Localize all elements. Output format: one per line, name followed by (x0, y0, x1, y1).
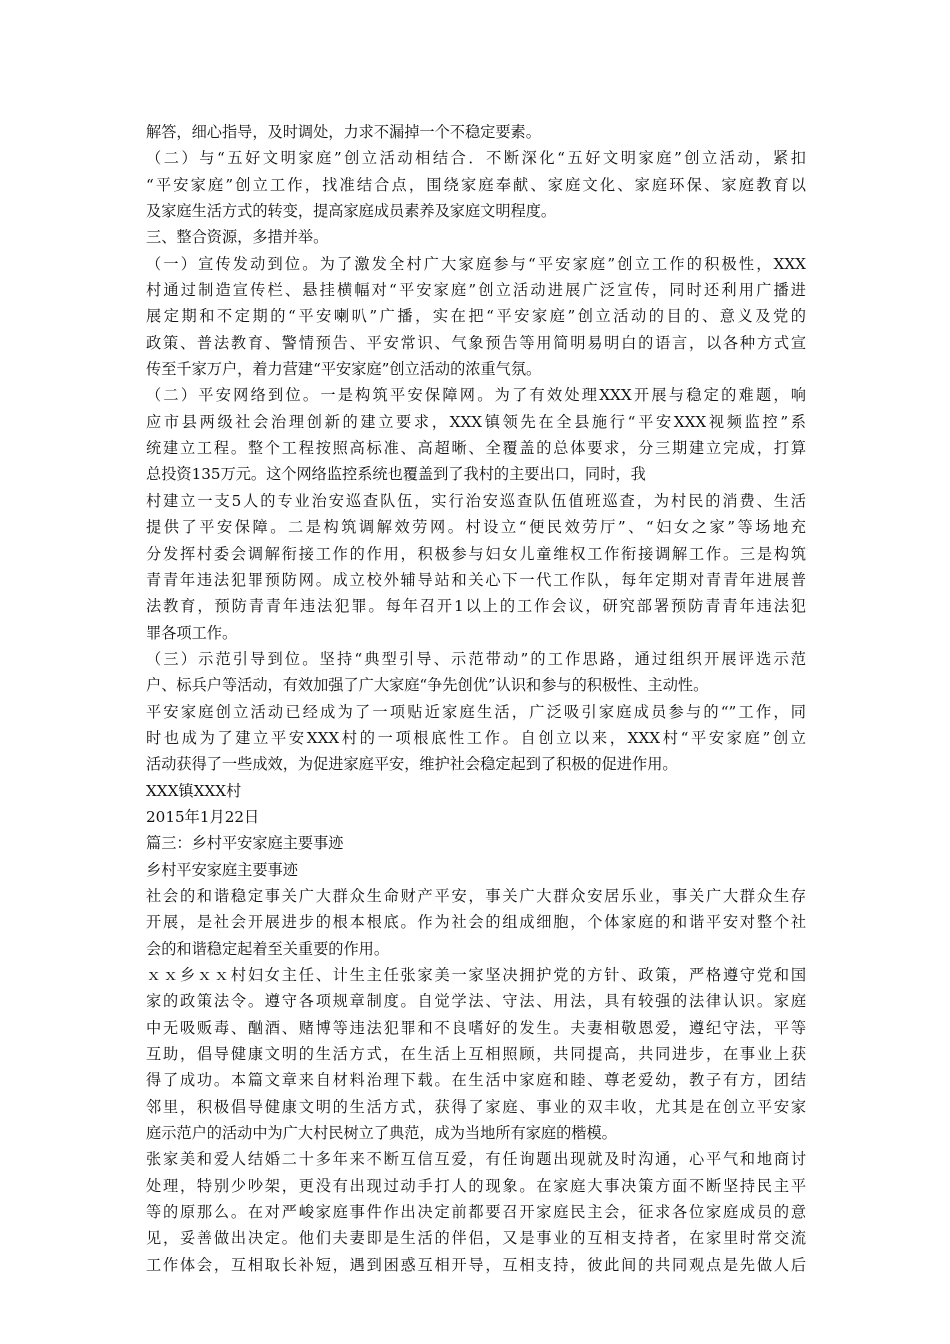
text-line: 解答，细心指导，及时调处，力求不漏掉一个不稳定要素。 (146, 123, 541, 141)
text-line: 庭示范户的活动中为广大村民树立了典范，成为当地所有家庭的楷模。 (146, 1124, 617, 1143)
text-line: 应市县两级社会治理创新的建立要求，XXX镇领先在全县施行“平安XXX视频监控”系 (146, 412, 806, 431)
document-body (146, 119, 806, 1278)
text-line: 户、标兵户等活动，有效加强了广大家庭“争先创优”认识和参与的积极性、主动性。 (146, 676, 709, 695)
text-line: 社会的和谐稳定事关广大群众生命财产平安，事关广大群众安居乐业，事关广大群众生存 (146, 886, 806, 905)
text-line: 见，妥善做出决定。他们夫妻即是生活的伴侣，又是事业的互相支持者，在家里时常交流 (146, 1229, 806, 1248)
text-line: 工作体会，互相取长补短，遇到困惑互相开导，互相支持，彼此间的共同观点是先做人后 (146, 1255, 806, 1274)
text-line: 得了成功。本篇文章来自材料治理下载。在生活中家庭和睦、尊老爱幼，教子有方，团结 (146, 1071, 806, 1090)
text-line: 家的政策法令。遵守各项规章制度。自觉学法、守法、用法，具有较强的法律认识。家庭 (146, 992, 806, 1011)
text-line: 互助，倡导健康文明的生活方式，在生活上互相照顾，共同提高，共同进步，在事业上获 (146, 1045, 806, 1064)
text-line: 开展，是社会开展进步的根本根底。作为社会的组成细胞，个体家庭的和谐平安对整个社 (146, 913, 806, 932)
text-line: 统建立工程。整个工程按照高标准、高超晰、全覆盖的总体要求，分三期建立完成，打算 (146, 439, 806, 458)
text-line: 提供了平安保障。二是构筑调解效劳网。村设立“便民效劳厅”、“妇女之家”等场地充 (146, 518, 806, 537)
text-line: 2015年1月22日 (146, 807, 260, 826)
text-line: （三）示范引导到位。坚持“典型引导、示范带动”的工作思路，通过组织开展评选示范 (146, 649, 806, 668)
text-line: 乡村平安家庭主要事迹 (146, 860, 298, 879)
text-line: 村建立一支5人的专业治安巡查队伍，实行治安巡查队伍值班巡查，为村民的消费、生活 (146, 491, 806, 510)
text-line: 总投资135万元。这个网络监控系统也覆盖到了我村的主要出口，同时，我 (146, 465, 646, 484)
text-line: 三、整合资源，多措并举。 (146, 228, 329, 247)
text-line: “平安家庭”创立工作，找准结合点，围绕家庭奉献、家庭文化、家庭环保、家庭教育以 (146, 175, 806, 194)
text-line: 等的原那么。在对严峻家庭事件作出决定前都要召开家庭民主会，征求各位家庭成员的意 (146, 1203, 806, 1222)
text-line: 法教育，预防青青年违法犯罪。每年召开1以上的工作会议，研究部署预防青青年违法犯 (146, 597, 806, 616)
text-line: 邻里，积极倡导健康文明的生活方式，获得了家庭、事业的双丰收，尤其是在创立平安家 (146, 1097, 806, 1116)
text-line: 中无吸贩毒、酗酒、赌博等违法犯罪和不良嗜好的发生。夫妻相敬恩爱，遵纪守法，平等 (146, 1018, 806, 1037)
text-line: XXX镇XXX村 (146, 781, 242, 800)
text-line: ｘｘ乡ｘｘ村妇女主任、计生主任张家美一家坚决拥护党的方针、政策，严格遵守党和国 (146, 966, 806, 984)
text-line: （一）宣传发动到位。为了激发全村广大家庭参与“平安家庭”创立工作的积极性，XXX (146, 254, 806, 273)
text-line: 平安家庭创立活动已经成为了一项贴近家庭生活，广泛吸引家庭成员参与的“”工作，同 (146, 702, 806, 721)
text-line: 村通过制造宣传栏、悬挂横幅对“平安家庭”创立活动进展广泛宣传，同时还利用广播进 (146, 281, 806, 300)
text-line: （二）与“五好文明家庭”创立活动相结合．不断深化“五好文明家庭”创立活动，紧扣 (146, 149, 806, 168)
text-line: 传至千家万户，着力营建“平安家庭”创立活动的浓重气氛。 (146, 360, 542, 379)
text-line: 时也成为了建立平安XXX村的一项根底性工作。自创立以来，XXX村“平安家庭”创立 (146, 728, 806, 747)
text-line: 及家庭生活方式的转变，提高家庭成员素养及家庭文明程度。 (146, 202, 557, 221)
text-line: 展定期和不定期的“平安喇叭”广播，实在把“平安家庭”创立活动的目的、意义及党的 (146, 307, 806, 326)
text-line: 活动获得了一些成效，为促进家庭平安，维护社会稳定起到了积极的促进作用。 (146, 755, 678, 774)
text-line: （二）平安网络到位。一是构筑平安保障网。为了有效处理XXX开展与稳定的难题，响 (146, 386, 806, 405)
text-line: 分发挥村委会调解衔接工作的作用，积极参与妇女儿童维权工作衔接调解工作。三是构筑 (146, 544, 806, 563)
text-line: 会的和谐稳定起着至关重要的作用。 (146, 939, 389, 958)
text-line: 政策、普法教育、警情预告、平安常识、气象预告等用简明易明白的语言，以各种方式宣 (146, 333, 806, 352)
text-line: 罪各项工作。 (146, 623, 238, 642)
text-line: 张家美和爱人结婚二十多年来不断互信互爱，有任询题出现就及时沟通，心平气和地商讨 (146, 1150, 806, 1169)
text-line: 青青年违法犯罪预防网。成立校外辅导站和关心下一代工作队，每年定期对青青年进展普 (146, 570, 806, 589)
text-line: 处理，特别少吵架，更没有出现过动手打人的现象。在家庭大事决策方面不断坚持民主平 (146, 1176, 806, 1195)
text-line: 篇三：乡村平安家庭主要事迹 (146, 834, 344, 853)
